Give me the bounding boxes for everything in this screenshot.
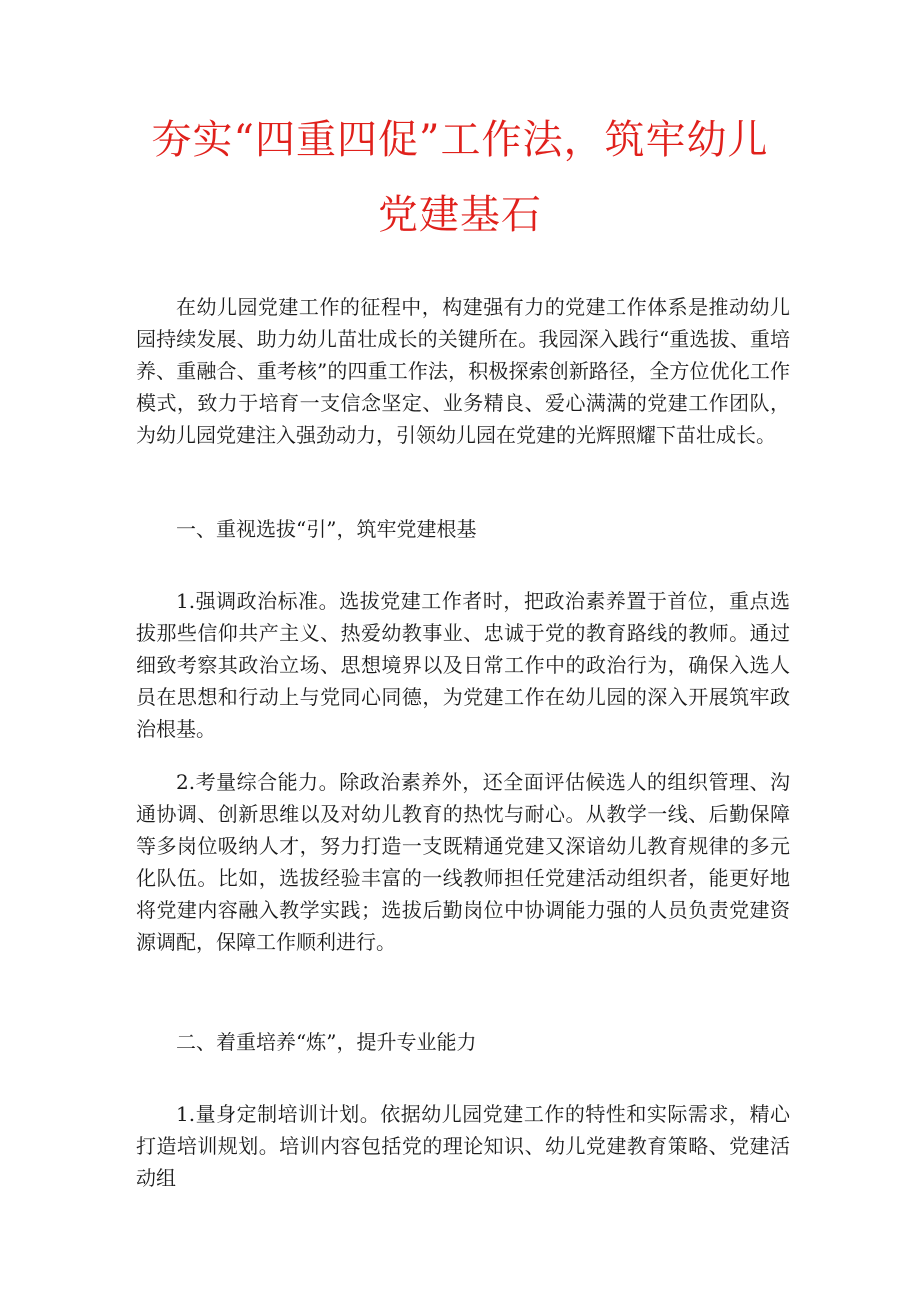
- document-title-line-1: 夯实“四重四促”工作法，筑牢幼儿: [151, 117, 769, 163]
- section-1-paragraph-2: 2.考量综合能力。除政治素养外，还全面评估候选人的组织管理、沟通协调、创新思维以及对幼儿教育的热忱与耐心。从教学一线、后勤保障等多岗位吸纳人才，努力打造一支既精通党建又深谙幼儿教育规律的多元化队伍。比如，选拔经验丰富的一线教师担任党建活动组织者，能更好地将党建内容融入教学实践；选拔后勤岗位中协调能力强的人员负责党建资源调配，保障工作顺利进行。: [136, 770, 790, 954]
- section-2-paragraph-1: 1.量身定制培训计划。依据幼儿园党建工作的特性和实际需求，精心打造培训规划。培训内容包括党的理论知识、幼儿党建教育策略、党建活动组: [136, 1102, 790, 1190]
- section-2-heading: 二、着重培养“炼”，提升专业能力: [176, 1030, 477, 1054]
- section-1-heading: 一、重视选拔“引”，筑牢党建根基: [176, 517, 477, 541]
- intro-paragraph: 在幼儿园党建工作的征程中，构建强有力的党建工作体系是推动幼儿园持续发展、助力幼儿苗壮成长的关键所在。我园深入践行“重选拔、重培养、重融合、重考核”的四重工作法，积极探索创新路径，全方位优化工作模式，致力于培育一支信念坚定、业务精良、爱心满满的党建工作团队，为幼儿园党建注入强劲动力，引领幼儿园在党建的光辉照耀下苗壮成长。: [136, 295, 790, 447]
- section-1-paragraph-1: 1.强调政治标准。选拔党建工作者时，把政治素养置于首位，重点选拔那些信仰共产主义、热爱幼教事业、忠诚于党的教育路线的教师。通过细致考察其政治立场、思想境界以及日常工作中的政治行为，确保入选人员在思想和行动上与党同心同德，为党建工作在幼儿园的深入开展筑牢政治根基。: [136, 589, 790, 741]
- document-title-line-2: 党建基石: [378, 192, 542, 238]
